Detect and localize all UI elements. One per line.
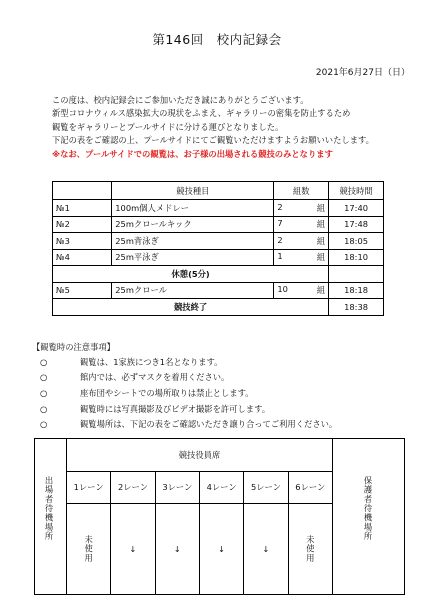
group-count: 2 bbox=[277, 201, 283, 212]
lane-label: 3レーン bbox=[156, 472, 199, 504]
end-label: 競技終了 bbox=[53, 299, 329, 316]
intro-warning: ※なお、プールサイドでの観覧は、お子様の出場される競技のみとなります bbox=[52, 148, 333, 159]
event-number: №4 bbox=[53, 249, 112, 266]
break-label: 休憩(5分) bbox=[53, 266, 329, 283]
lane-label: 2レーン bbox=[111, 472, 154, 504]
circle-bullet-icon: ○ bbox=[40, 372, 48, 383]
list-item bbox=[40, 401, 337, 417]
event-name: 25m背泳ぎ bbox=[112, 233, 274, 250]
group-count: 2 bbox=[277, 234, 283, 245]
note-text: 館内では、必ずマスクを着用ください。 bbox=[80, 372, 230, 383]
lane-label: 5レーン bbox=[244, 472, 287, 504]
list-item bbox=[40, 370, 337, 386]
lane-label: 1レーン bbox=[67, 472, 110, 504]
event-time: 18:10 bbox=[329, 249, 384, 266]
event-time: 18:18 bbox=[329, 282, 384, 299]
event-number: №3 bbox=[53, 233, 112, 250]
notes-title: 【観覧時の注意事項】 bbox=[32, 342, 115, 352]
lane-2 bbox=[111, 472, 155, 595]
event-number: №2 bbox=[53, 216, 112, 233]
lane-body bbox=[200, 503, 243, 595]
group-count: 1 bbox=[277, 251, 283, 262]
circle-bullet-icon: ○ bbox=[40, 403, 48, 414]
list-item bbox=[40, 354, 337, 370]
notes-list bbox=[40, 354, 337, 432]
intro-line: この度は、校内記録会にご参加いただき誠にありがとうございます。 bbox=[52, 95, 309, 105]
athlete-waiting-label: 出場者待機場所 bbox=[44, 476, 54, 542]
group-unit: 組 bbox=[316, 219, 326, 230]
event-time: 17:48 bbox=[329, 216, 384, 233]
end-row bbox=[53, 299, 384, 316]
lane-6 bbox=[289, 472, 332, 595]
intro-line: 観覧をギャラリーとプールサイドに分ける運びとなりました。 bbox=[52, 121, 284, 132]
event-name: 25mクロールキック bbox=[112, 216, 274, 233]
down-arrow-icon: ↓ bbox=[218, 544, 226, 554]
event-groups bbox=[274, 233, 329, 250]
lane-4 bbox=[200, 472, 244, 595]
group-unit: 組 bbox=[316, 252, 326, 263]
group-count: 7 bbox=[277, 218, 283, 229]
circle-bullet-icon: ○ bbox=[40, 387, 48, 398]
intro-line: 新型コロナウィルス感染拡大の現状をふまえ、ギャラリーの密集を防止するため bbox=[52, 108, 351, 119]
guardian-waiting-label: 保護者待機場所 bbox=[363, 476, 373, 542]
athlete-waiting-area bbox=[34, 438, 67, 595]
group-unit: 組 bbox=[316, 202, 326, 213]
guardian-waiting-area bbox=[332, 438, 405, 595]
table-row bbox=[53, 216, 384, 233]
page-title: 第146回 校内記録会 bbox=[152, 32, 282, 47]
lane-body bbox=[289, 503, 332, 595]
group-count: 10 bbox=[277, 284, 288, 295]
break-row bbox=[53, 266, 384, 283]
event-time: 18:05 bbox=[329, 233, 384, 250]
down-arrow-icon: ↓ bbox=[129, 544, 137, 554]
header-event: 競技種目 bbox=[112, 182, 274, 200]
event-groups bbox=[274, 282, 329, 299]
event-groups bbox=[274, 249, 329, 266]
intro-line: 下記の表をご確認の上、プールサイドにてご観覧いただけますようお願いいたします。 bbox=[52, 135, 374, 146]
header-time: 競技時間 bbox=[329, 182, 384, 200]
lane-5 bbox=[244, 472, 288, 595]
down-arrow-icon: ↓ bbox=[173, 544, 181, 554]
table-row bbox=[53, 249, 384, 266]
event-name: 25m平泳ぎ bbox=[112, 249, 274, 266]
table-row bbox=[53, 233, 384, 250]
lane-status: 未使用 bbox=[83, 535, 94, 563]
table-row bbox=[53, 200, 384, 217]
lane-status: 未使用 bbox=[305, 535, 316, 563]
group-unit: 組 bbox=[316, 235, 326, 246]
note-text: 観覧時には写真撮影及びビデオ撮影を許可します。 bbox=[80, 403, 271, 414]
event-name: 25mクロール bbox=[112, 282, 274, 299]
circle-bullet-icon: ○ bbox=[40, 419, 48, 430]
intro-text bbox=[52, 94, 374, 161]
lane-3 bbox=[156, 472, 200, 595]
note-text: 観覧は、1家族につき1名となります。 bbox=[80, 356, 223, 367]
event-groups bbox=[274, 216, 329, 233]
table-row bbox=[53, 282, 384, 299]
group-unit: 組 bbox=[316, 285, 326, 296]
event-groups bbox=[274, 200, 329, 217]
lane-body bbox=[244, 503, 287, 595]
event-name: 100m個人メドレー bbox=[112, 200, 274, 217]
note-text: 座布団やシートでの場所取りは禁止とします。 bbox=[80, 387, 254, 398]
event-number: №1 bbox=[53, 200, 112, 217]
table-header-row bbox=[53, 182, 384, 200]
lane-1 bbox=[67, 472, 111, 595]
lane-label: 6レーン bbox=[289, 472, 332, 504]
event-time: 17:40 bbox=[329, 200, 384, 217]
lane-body bbox=[156, 503, 199, 595]
schedule-table bbox=[52, 181, 384, 316]
event-number: №5 bbox=[53, 282, 112, 299]
list-item bbox=[40, 416, 337, 432]
header-no-cell bbox=[53, 182, 112, 200]
note-text: 観覧場所は、下記の表をご確認いただき譲り合ってご利用ください。 bbox=[80, 419, 338, 430]
lane-body bbox=[111, 503, 154, 595]
header-groups: 組数 bbox=[274, 182, 329, 200]
lanes-row bbox=[67, 472, 332, 595]
list-item bbox=[40, 385, 337, 401]
down-arrow-icon: ↓ bbox=[262, 544, 270, 554]
officials-seats: 競技役員席 bbox=[67, 438, 332, 472]
circle-bullet-icon: ○ bbox=[40, 356, 48, 367]
event-date: 2021年6月27日（日） bbox=[315, 68, 410, 78]
break-time-cell bbox=[329, 266, 384, 283]
lane-label: 4レーン bbox=[200, 472, 243, 504]
lane-body bbox=[67, 503, 110, 595]
end-time: 18:38 bbox=[329, 299, 384, 316]
